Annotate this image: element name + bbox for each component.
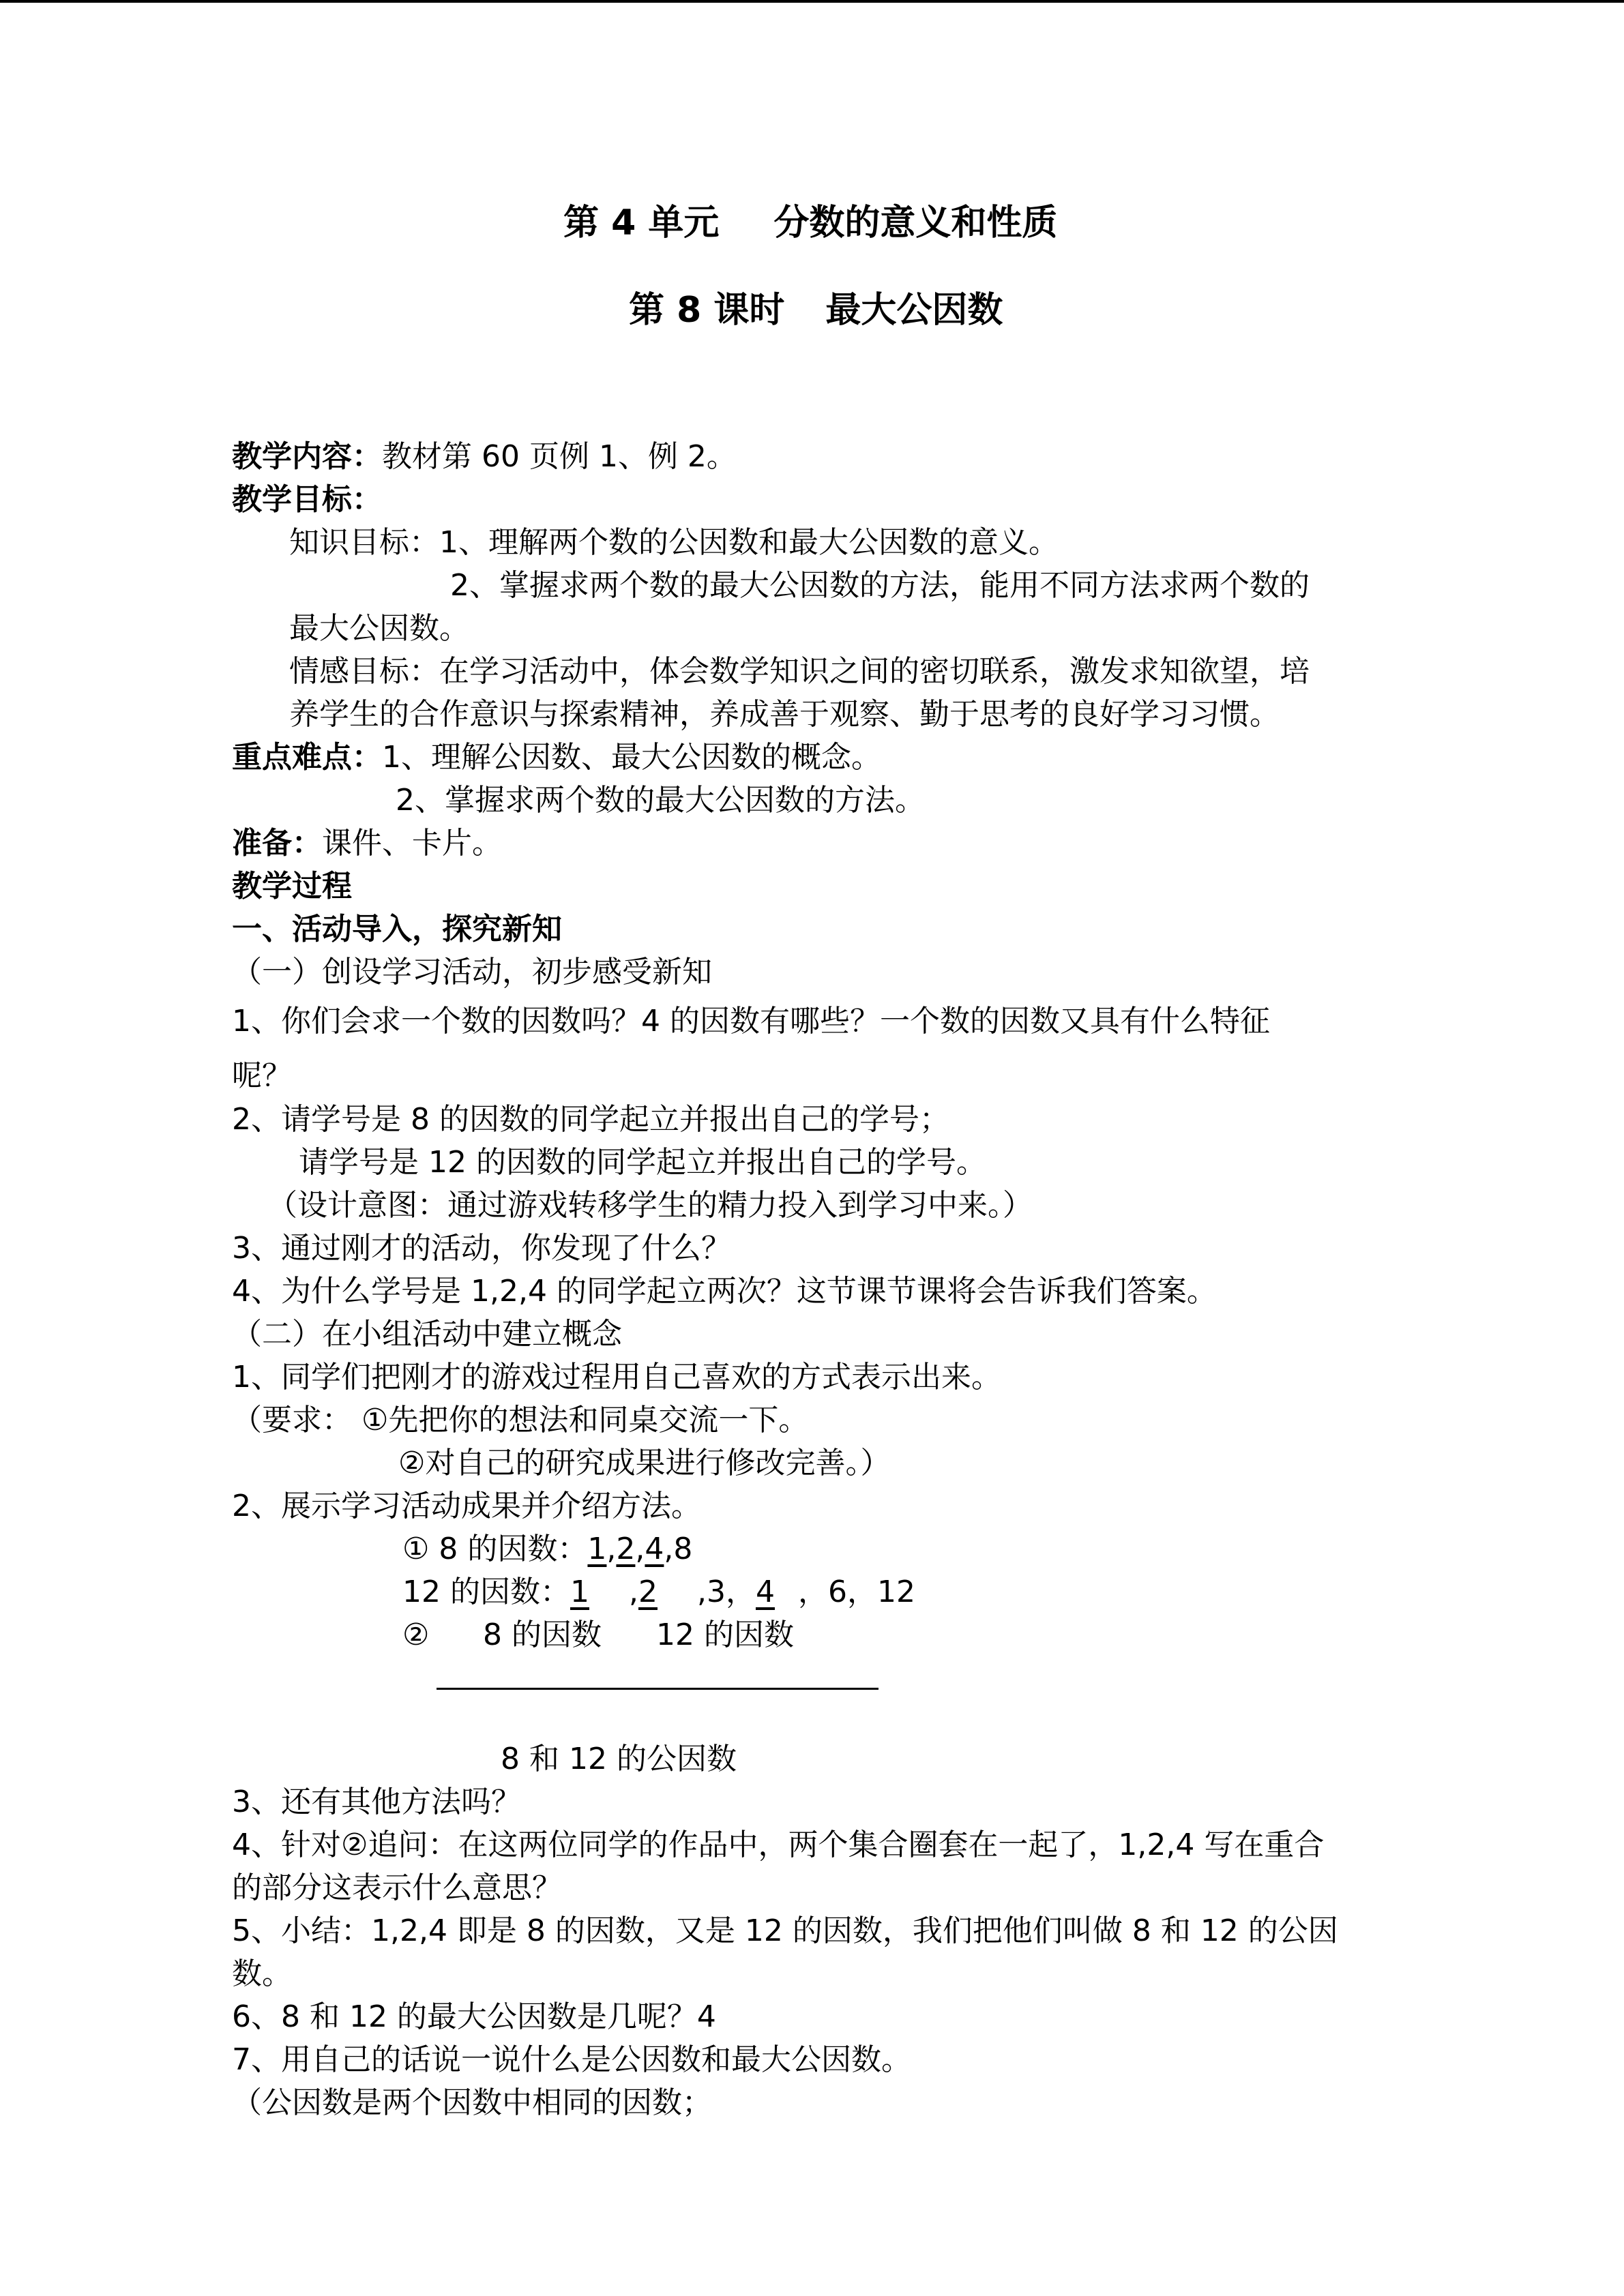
diagram-line <box>437 1688 879 1690</box>
emotion-goal: 情感目标：在学习活动中，体会数学知识之间的密切联系，激发求知欲望，培 <box>289 654 1310 689</box>
question-1-cont: 呢？ <box>232 1058 292 1093</box>
knowledge-goal-1: 知识目标：1、理解两个数的公因数和最大公因数的意义。 <box>289 525 1059 560</box>
process-heading: 教学过程 <box>232 869 352 904</box>
activity-4: 4、针对②追问：在这两位同学的作品中，两个集合圈套在一起了，1,2,4 写在重合 <box>232 1828 1325 1862</box>
question-3: 3、通过刚才的活动，你发现了什么？ <box>232 1231 731 1266</box>
lesson-title: 第 8 课时 最大公因数 <box>629 290 1003 331</box>
activity-1: 1、同学们把刚才的游戏过程用自己喜欢的方式表示出来。 <box>232 1360 1001 1395</box>
factor-12-6: 12 <box>876 1575 915 1609</box>
key-points: 重点难点：1、理解公因数、最大公因数的概念。 <box>232 740 881 775</box>
top-border-line <box>0 0 1624 3</box>
factor-12-5: 6 <box>827 1575 847 1609</box>
preparation: 准备：课件、卡片。 <box>232 826 502 861</box>
knowledge-goal-2-cont: 最大公因数。 <box>289 611 469 646</box>
factor-12-2: 2 <box>638 1575 658 1609</box>
requirement-2: ②对自己的研究成果进行修改完善。） <box>398 1446 891 1480</box>
factor-12-3: 3 <box>706 1575 726 1609</box>
subsection-2: （二）在小组活动中建立概念 <box>232 1317 622 1352</box>
factor-8-2: 2 <box>616 1532 636 1566</box>
activity-2: 2、展示学习活动成果并介绍方法。 <box>232 1489 701 1523</box>
section-1-heading: 一、活动导入，探究新知 <box>232 912 562 946</box>
factor-12-1: 1 <box>570 1575 589 1609</box>
factor-8-3: 4 <box>645 1532 664 1566</box>
activity-8: （公因数是两个因数中相同的因数； <box>232 2085 712 2120</box>
knowledge-goal-2: 2、掌握求两个数的最大公因数的方法，能用不同方法求两个数的 <box>450 568 1310 603</box>
activity-6: 6、8 和 12 的最大公因数是几呢？4 <box>232 1999 716 2034</box>
question-2: 2、请学号是 8 的因数的同学起立并报出自己的学号； <box>232 1102 949 1137</box>
unit-title: 第 4 单元 分数的意义和性质 <box>563 203 1058 243</box>
requirement-1: （要求： ①先把你的想法和同桌交流一下。 <box>232 1403 809 1437</box>
teaching-goals-label: 教学目标： <box>232 482 382 517</box>
subsection-1: （一）创设学习活动，初步感受新知 <box>232 955 712 989</box>
teaching-content: 教学内容：教材第 60 页例 1、例 2。 <box>232 439 737 474</box>
factor-8-1: 1 <box>587 1532 607 1566</box>
set-label-12: 12 的因数 <box>656 1617 794 1652</box>
factors-of-8: ① 8 的因数：1,2,4,8 <box>402 1529 692 1570</box>
factor-12-4: 4 <box>755 1575 775 1609</box>
activity-3: 3、还有其他方法吗？ <box>232 1785 521 1819</box>
activity-7: 7、用自己的话说一说什么是公因数和最大公因数。 <box>232 2042 911 2077</box>
set-label-8: 8 的因数 <box>483 1617 602 1652</box>
key-point-2: 2、掌握求两个数的最大公因数的方法。 <box>396 783 925 818</box>
activity-5: 5、小结：1,2,4 即是 8 的因数，又是 12 的因数，我们把他们叫做 8 和 12 的公因 <box>232 1913 1338 1948</box>
activity-4-cont: 的部分这表示什么意思？ <box>232 1870 562 1905</box>
question-1: 1、你们会求一个数的因数吗？4 的因数有哪些？一个数的因数又具有什么特征 <box>232 1004 1270 1039</box>
factors-of-12: 12 的因数：1 ,2 ,3，4 ，6，12 <box>402 1572 915 1613</box>
design-intent: （设计意图：通过游戏转移学生的精力投入到学习中来。） <box>267 1188 1033 1223</box>
method-2-marker: ② <box>402 1617 430 1652</box>
emotion-goal-cont: 养学生的合作意识与探索精神，养成善于观察、勤于思考的良好学习习惯。 <box>289 697 1280 732</box>
factor-8-4: 8 <box>673 1532 693 1566</box>
question-2-cont: 请学号是 12 的因数的同学起立并报出自己的学号。 <box>299 1145 986 1180</box>
activity-5-cont: 数。 <box>232 1956 292 1991</box>
question-4: 4、为什么学号是 1,2,4 的同学起立两次？这节课节课将会告诉我们答案。 <box>232 1274 1217 1309</box>
common-factor-label: 8 和 12 的公因数 <box>501 1742 737 1776</box>
